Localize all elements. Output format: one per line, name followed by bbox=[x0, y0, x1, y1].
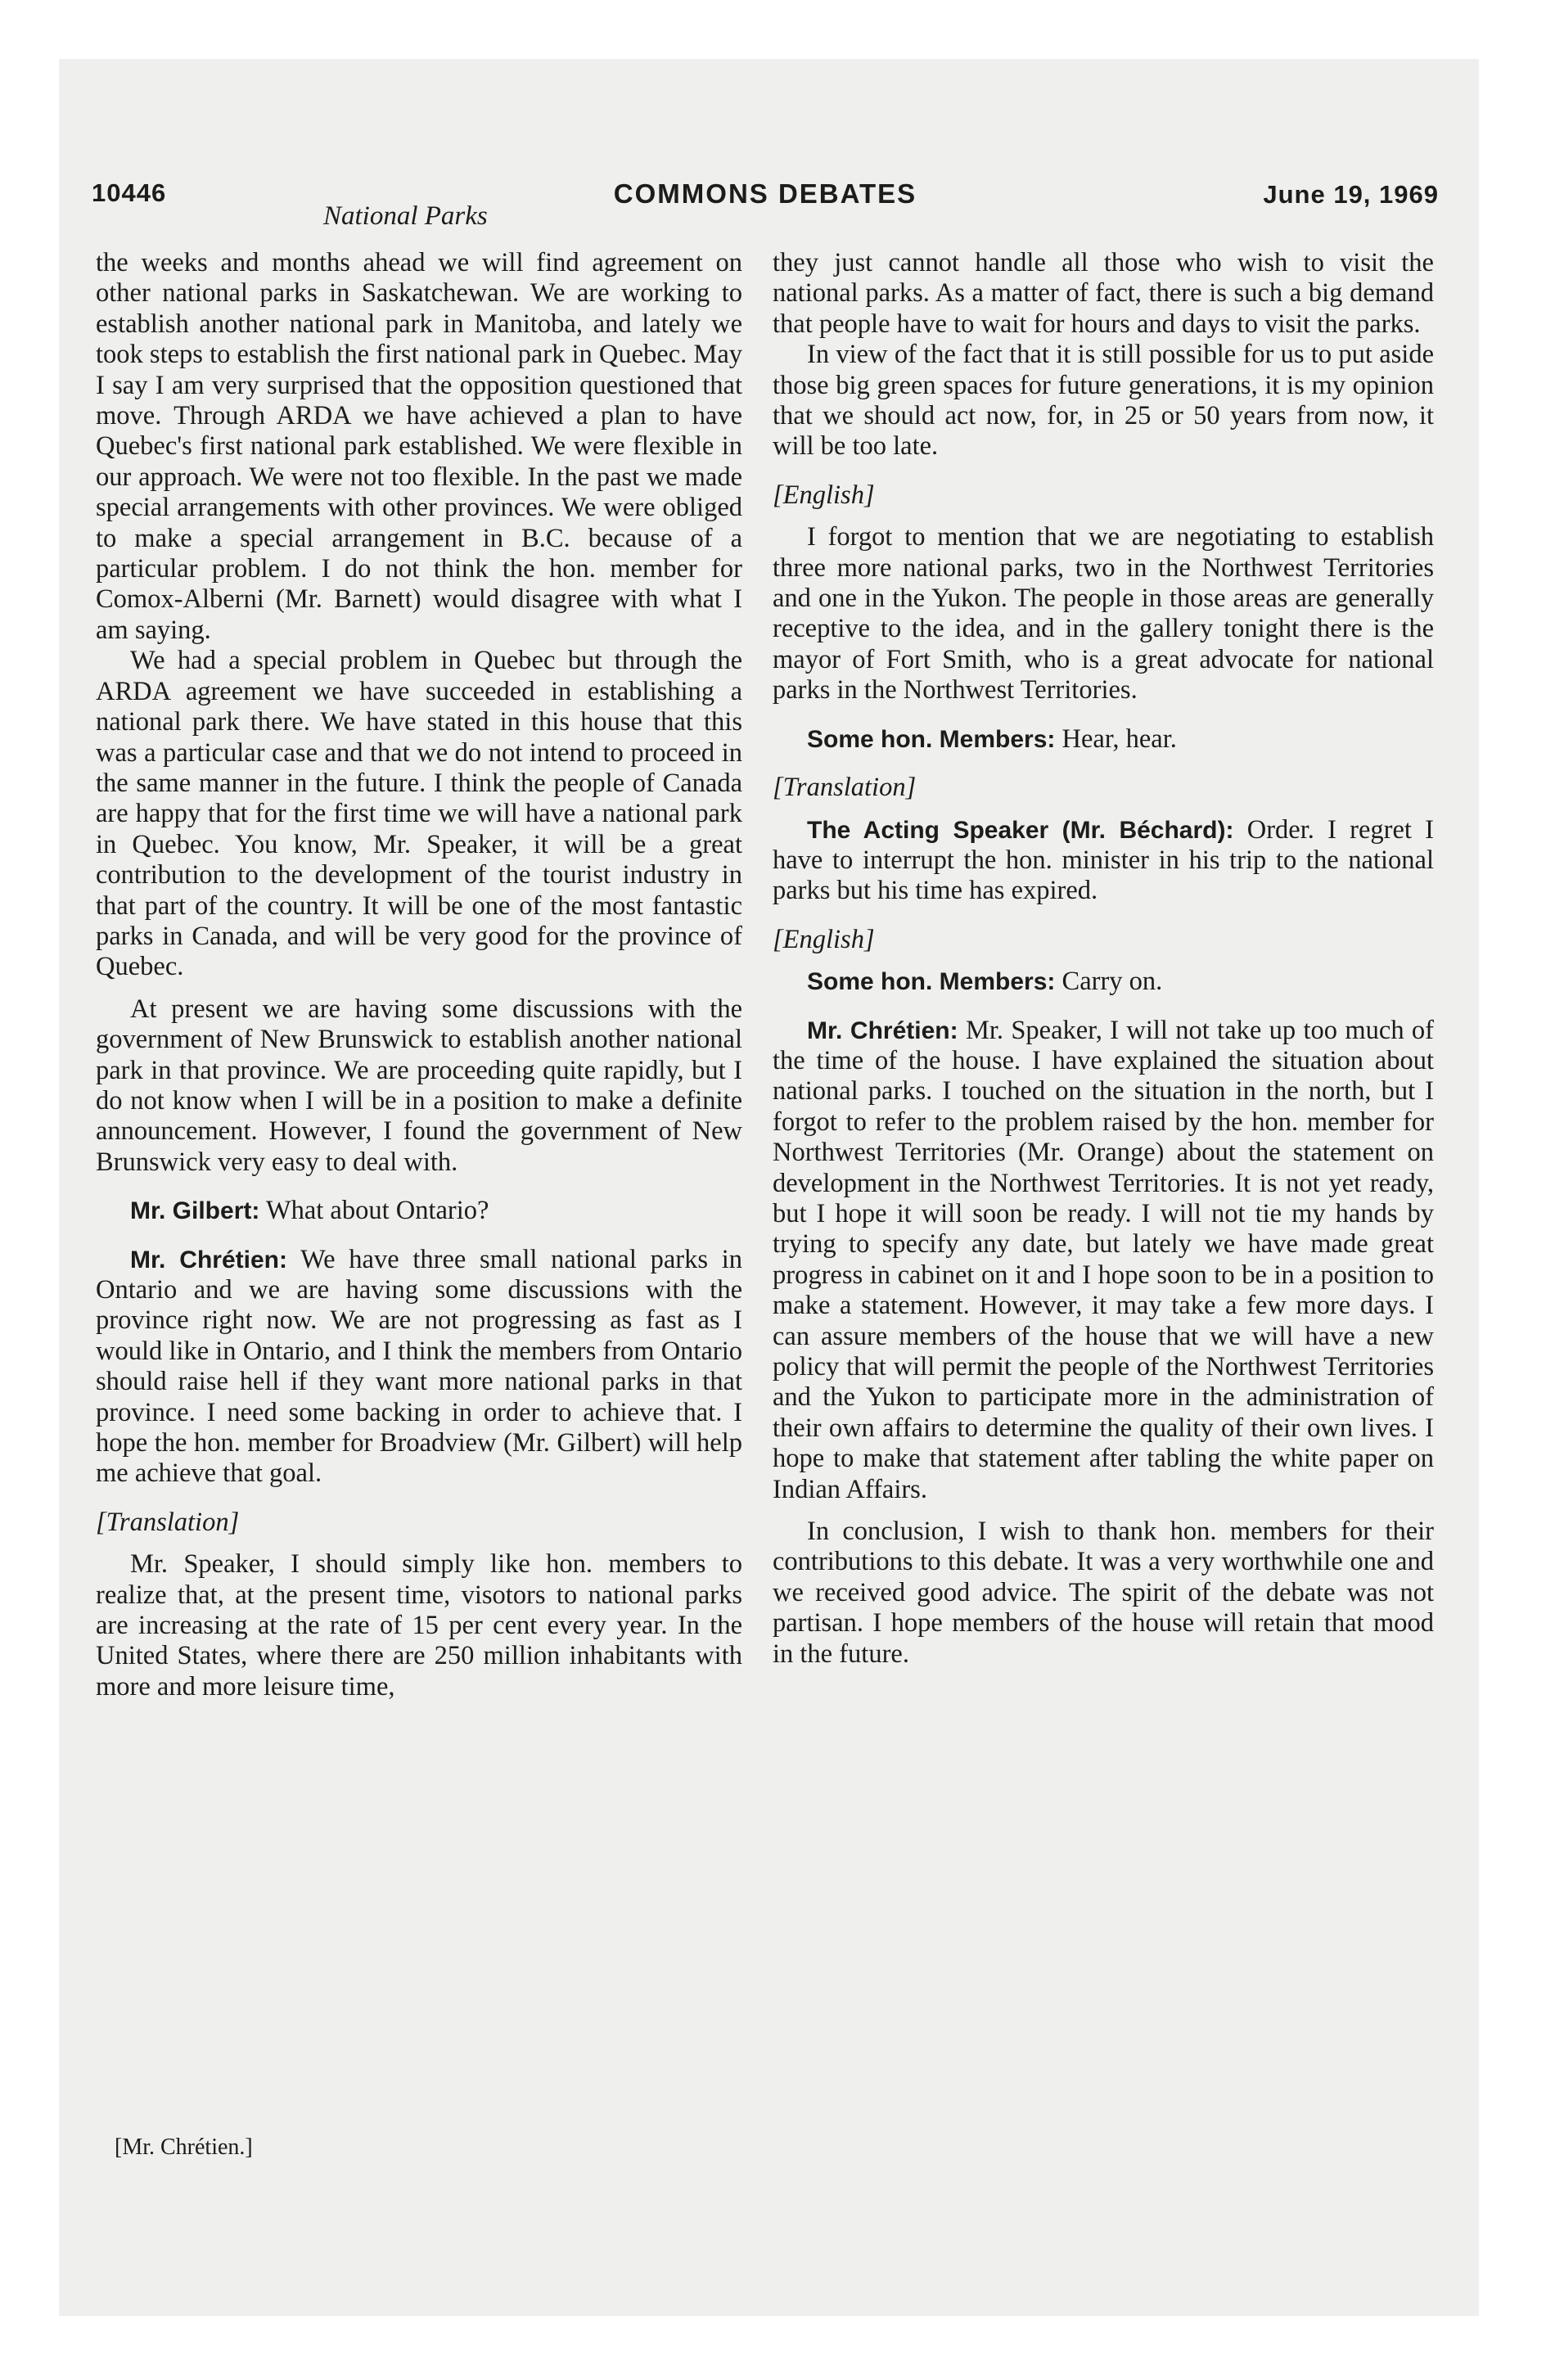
speaker-name: Some hon. Members: bbox=[807, 725, 1056, 753]
speaker-name: The Acting Speaker (Mr. Béchard): bbox=[807, 816, 1234, 844]
publication-date: June 19, 1969 bbox=[1263, 180, 1439, 209]
paragraph: We had a special problem in Quebec but through the ARDA agreement we have succeeded in establishing a national park there. We have stated in this house that this was a particular case and that we do not intend to proceed in the same manner in the future. I think the people of Canada are happy that for the first time we will have a national park in Quebec. You know, Mr. Speaker, it will be a great contribution to the development of the tourist industry in that part of the country. It will be one of the most fantastic parks in Canada, and will be very good for the province of Quebec. bbox=[96, 646, 742, 982]
language-tag: [English] bbox=[773, 480, 875, 510]
right-column bbox=[773, 248, 1434, 1670]
speaker-name: Mr. Chrétien: bbox=[130, 1246, 287, 1273]
speech-text: What about Ontario? bbox=[259, 1196, 489, 1226]
speech bbox=[773, 815, 1434, 907]
language-tag: [Translation] bbox=[773, 773, 917, 803]
paragraph: In view of the fact that it is still possible for us to put aside those big green spaces for future generations, it is my opinion that we should act now, for, in 25 or 50 years from now, it will be too late. bbox=[773, 340, 1434, 462]
paragraph: In conclusion, I wish to thank hon. members for their contributions to this debate. It was a very worthwhile one and we received good advice. The spirit of the debate was not partisan. I hope members of the house will retain that mood in the future. bbox=[773, 1517, 1434, 1669]
language-tag: [Translation] bbox=[96, 1507, 240, 1537]
speaker-name: Mr. Chrétien: bbox=[807, 1016, 958, 1044]
speech bbox=[96, 1196, 742, 1226]
running-head: National Parks bbox=[323, 201, 488, 231]
speech-text: Hear, hear. bbox=[1055, 723, 1177, 754]
language-tag: [English] bbox=[773, 924, 875, 954]
speaker-name: Some hon. Members: bbox=[807, 968, 1056, 996]
page-number: 10446 bbox=[92, 178, 167, 207]
speech bbox=[773, 967, 1434, 997]
speech-text: Carry on. bbox=[1055, 967, 1163, 997]
page-header bbox=[92, 178, 1439, 221]
speech-text: Mr. Speaker, I will not take up too much of the time of the house. I have explained the situation about national parks. I touched on the situation in the north, but I forgot to refer to the problem raised by the hon. member for Northwest Territories (Mr. Orange) about the statement on development in the Northwest Territories. It is not yet ready, but I hope it will soon be ready. I will not tie my hands by trying to specify any date, but lately we have made great progress in cabinet on it and I hope soon to be in a position to make a statement. However, it may take a few more days. I can assure members of the house that we will have a new policy that will permit the people of the Northwest Territories and the Yukon to participate more in the administration of their own affairs to determine the quality of their own lives. I hope to make that statement after tabling the white paper on Indian Affairs. bbox=[773, 1015, 1434, 1504]
left-column bbox=[96, 248, 742, 1702]
speaker-name: Mr. Gilbert: bbox=[130, 1197, 260, 1225]
paragraph: At present we are having some discussions with the government of New Brunswick to establish another national park in that province. We are proceeding quite rapidly, but I do not know when I will be in a position to make a definite announcement. However, I found the government of New Brunswick very easy to deal with. bbox=[96, 994, 742, 1177]
paragraph: they just cannot handle all those who wish to visit the national parks. As a matter of fact, there is such a big demand that people have to wait for hours and days to visit the parks. bbox=[773, 248, 1434, 339]
speech bbox=[96, 1245, 742, 1490]
speech bbox=[773, 724, 1434, 755]
paragraph: I forgot to mention that we are negotiating to establish three more national parks, two in the Northwest Territories and one in the Yukon. The people in those areas are generally receptive to the idea, and in the gallery tonight there is the mayor of Fort Smith, who is a great advocate for national parks in the Northwest Territories. bbox=[773, 522, 1434, 705]
speech bbox=[773, 1016, 1434, 1506]
speech-text: We have three small national parks in Ontario and we are having some discussions with the province right now. We are not progressing as fast as I would like in Ontario, and I think the members from Ontario should raise hell if they want more national parks in that province. I need some backing in order to achieve that. I hope the hon. member for Broadview (Mr. Gilbert) will help me achieve that goal. bbox=[96, 1244, 742, 1489]
publication-title: COMMONS DEBATES bbox=[613, 178, 917, 209]
paragraph: the weeks and months ahead we will find agreement on other national parks in Saskatchewan. We are working to establish another national park in Manitoba, and lately we took steps to establish the first national park in Quebec. May I say I am very surprised that the opposition questioned that move. Through ARDA we have achieved a plan to have Quebec's first national park established. We were flexible in our approach. We were not too flexible. In the past we made special arrangements with other provinces. We were obliged to make a special arrangement in B.C. because of a particular problem. I do not think the hon. member for Comox-Alberni (Mr. Barnett) would disagree with what I am saying. bbox=[96, 248, 742, 645]
speaker-footer-tag: [Mr. Chrétien.] bbox=[115, 2134, 253, 2160]
paragraph: Mr. Speaker, I should simply like hon. members to realize that, at the present time, visotors to national parks are increasing at the rate of 15 per cent every year. In the United States, where there are 250 million inhabitants with more and more leisure time, bbox=[96, 1549, 742, 1702]
speech-text: Order. I regret I have to interrupt the hon. minister in his trip to the national parks but his time has expired. bbox=[773, 814, 1435, 906]
